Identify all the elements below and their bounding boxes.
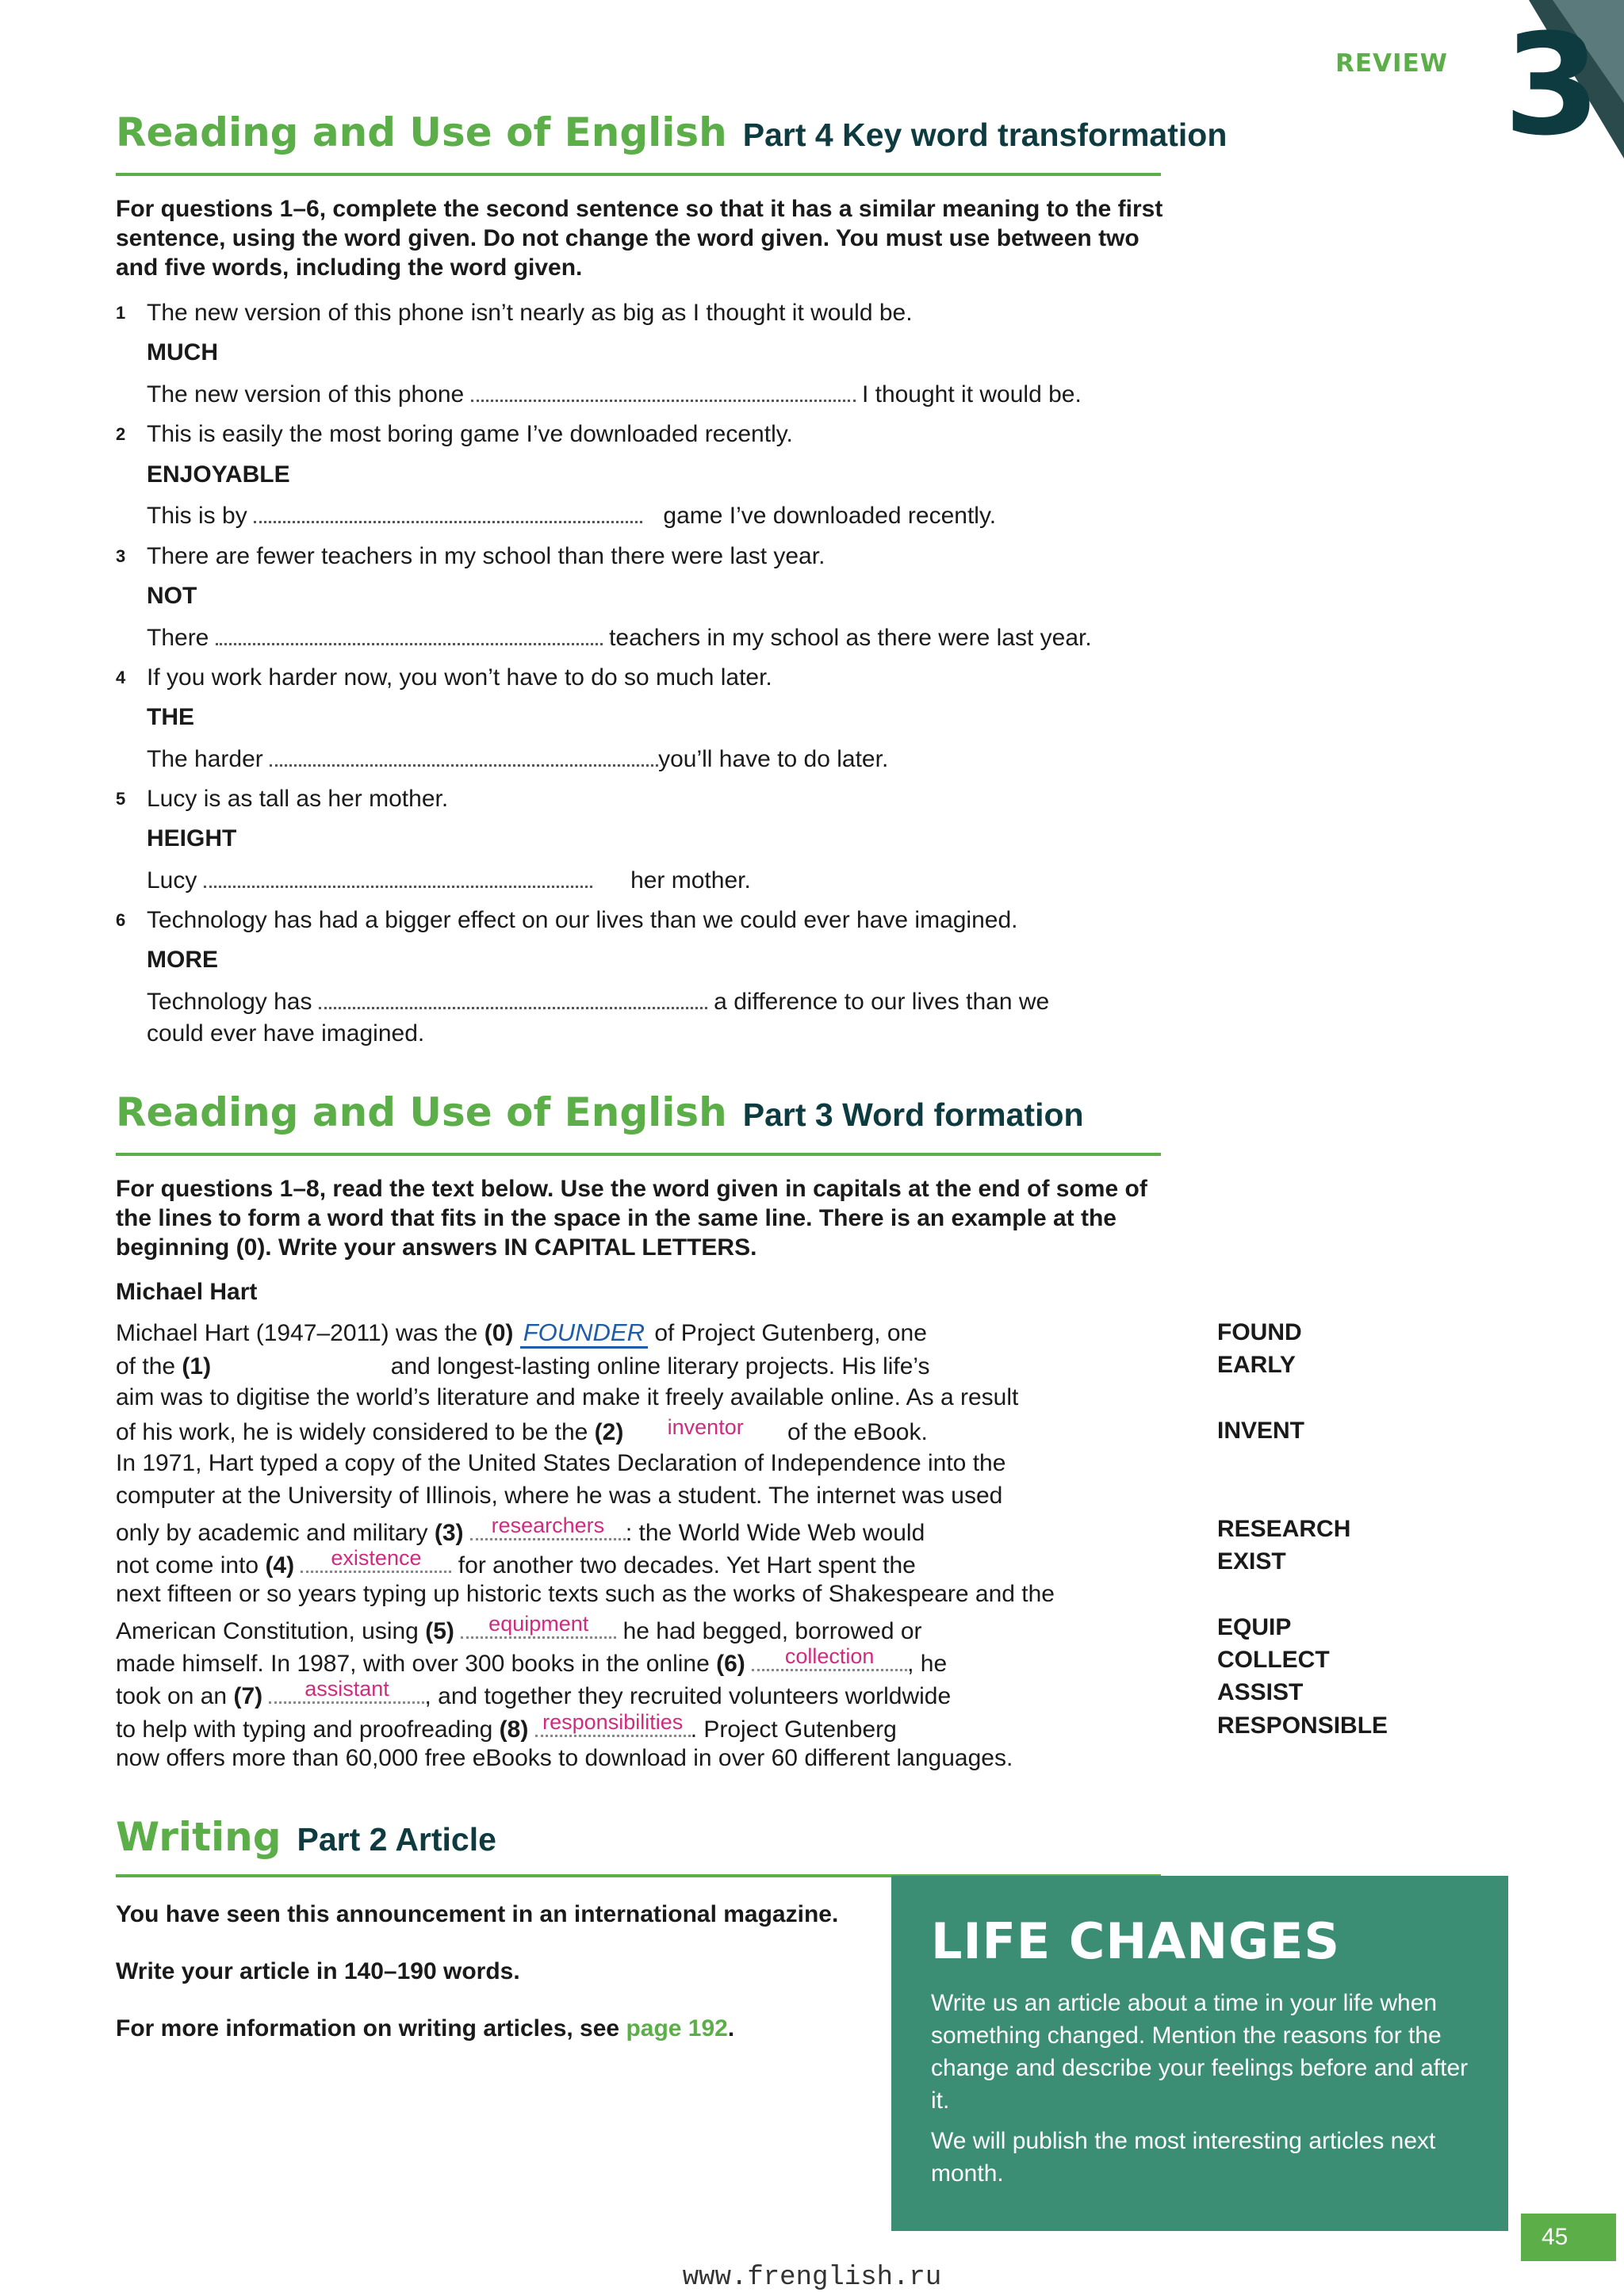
item-keyword: NOT (147, 583, 197, 609)
text: . (727, 2015, 735, 2042)
answer-blank[interactable] (204, 865, 592, 888)
item-answer-line (147, 622, 1092, 652)
capital-word: EQUIP (1217, 1614, 1292, 1640)
text: took on an (116, 1683, 234, 1709)
answer-gap-5[interactable] (461, 1613, 616, 1639)
answer-text: existence (331, 1546, 422, 1570)
item-end-continued: could ever have imagined. (147, 1020, 425, 1047)
text: he had begged, borrowed or (622, 1618, 922, 1644)
item-keyword: ENJOYABLE (147, 461, 290, 488)
text: of the (116, 1353, 182, 1380)
item-end: a difference to our lives than we (714, 989, 1050, 1015)
capital-word: RESPONSIBLE (1217, 1712, 1388, 1739)
part3-title-main: Reading and Use of English (116, 1089, 727, 1135)
item-answer-line (147, 500, 996, 530)
item-end: I thought it would be. (861, 381, 1082, 408)
answer-blank[interactable] (254, 500, 642, 523)
gap-number: (7) (233, 1683, 263, 1709)
part3-title (116, 1089, 1161, 1156)
part3-instructions: For questions 1–8, read the text below. Use the word given in capitals at the end of some of the lines to form a word that fits in the space in the same line. There is an example at the beginning (0). Write your answers IN CAPITAL LETTERS. (116, 1176, 1147, 1261)
item-start: There (147, 625, 209, 651)
passage-line (116, 1350, 930, 1381)
announcement-body (931, 1987, 1486, 2198)
passage-line (116, 1678, 951, 1711)
answer-blank[interactable] (216, 622, 603, 645)
gap-number: (6) (716, 1651, 745, 1677)
answer-gap-7[interactable] (269, 1678, 424, 1704)
item-keyword: HEIGHT (147, 825, 237, 851)
page-number: 45 (1521, 2214, 1616, 2261)
answer-gap-1[interactable] (217, 1350, 384, 1374)
footer-url: www.frenglish.ru (682, 2263, 942, 2293)
answer-text: researchers (491, 1513, 605, 1537)
answer-gap-6[interactable] (752, 1645, 907, 1671)
text: Michael Hart (1947–2011) was the (116, 1320, 485, 1346)
item-number: 1 (116, 303, 126, 323)
answer-blank[interactable] (319, 986, 707, 1009)
writing-instruction: Write your article in 140–190 words. (116, 1958, 520, 1984)
capital-word: EARLY (1217, 1352, 1296, 1378)
passage-line: computer at the University of Illinois, where he was a student. The internet was used (116, 1483, 1003, 1509)
answer-blank[interactable] (471, 379, 856, 402)
item-sentence: The new version of this phone isn’t nearly as big as I thought it would be. (147, 300, 913, 326)
text: , he (907, 1651, 948, 1677)
answer-text: collection (784, 1644, 875, 1668)
passage-line (116, 1514, 925, 1548)
gap-number: (0) (484, 1320, 514, 1346)
part4-title-sub: Part 4 Key word transformation (742, 117, 1228, 153)
text: to help with typing and proofreading (116, 1716, 500, 1743)
passage-line (116, 1711, 897, 1744)
item-sentence: If you work harder now, you won’t have to do so much later. (147, 664, 772, 691)
writing-title-sub: Part 2 Article (297, 1821, 496, 1858)
item-start: The harder (147, 746, 263, 772)
text: . Project Gutenberg (690, 1716, 897, 1743)
text: for another two decades. Yet Hart spent the (458, 1552, 916, 1578)
passage-line (116, 1613, 922, 1646)
item-sentence: There are fewer teachers in my school than there were last year. (147, 543, 825, 569)
answer-blank[interactable] (270, 744, 658, 767)
answer-text: equipment (488, 1612, 589, 1636)
page-link[interactable]: page 192 (626, 2015, 728, 2042)
item-start: Technology has (147, 989, 312, 1015)
passage-line (116, 1318, 927, 1348)
writing-instruction: You have seen this announcement in an international magazine. (116, 1901, 839, 1927)
example-answer: FOUNDER (520, 1318, 648, 1349)
item-end: her mother. (630, 867, 751, 894)
answer-text: responsibilities (542, 1710, 684, 1734)
part4-title (116, 109, 1228, 176)
writing-instruction (116, 2014, 734, 2043)
answer-gap-4[interactable] (301, 1547, 451, 1573)
announcement-paragraph: We will publish the most interesting articles next month. (931, 2128, 1436, 2187)
unit-number: 3 (1503, 4, 1601, 166)
passage-line (116, 1645, 947, 1678)
item-keyword: MORE (147, 947, 218, 973)
passage-line: now offers more than 60,000 free eBooks to download in over 60 different languages. (116, 1745, 1013, 1771)
announcement-title: LIFE CHANGES (931, 1912, 1341, 1970)
item-sentence: Technology has had a bigger effect on our lives than we could ever have imagined. (147, 907, 1018, 933)
text: of the eBook. (787, 1419, 928, 1445)
writing-title-main: Writing (116, 1814, 282, 1860)
capital-word: ASSIST (1217, 1679, 1304, 1705)
item-keyword: THE (147, 704, 194, 730)
gap-number: (1) (182, 1353, 212, 1380)
text: not come into (116, 1552, 266, 1578)
item-answer-line (147, 986, 1049, 1016)
text: American Constitution, using (116, 1618, 426, 1644)
item-answer-line (147, 744, 888, 774)
capital-word: EXIST (1217, 1548, 1286, 1575)
gap-number: (5) (425, 1618, 454, 1644)
item-start: The new version of this phone (147, 381, 465, 408)
answer-text: inventor (667, 1415, 744, 1439)
passage-line (116, 1416, 928, 1447)
item-number: 2 (116, 424, 126, 444)
text: and longest-lasting online literary projects. His life’s (390, 1353, 930, 1380)
text: of his work, he is widely considered to be the (116, 1419, 595, 1445)
item-start: This is by (147, 503, 247, 529)
capital-word: INVENT (1217, 1418, 1305, 1444)
answer-text: assistant (304, 1677, 389, 1701)
gap-number: (2) (594, 1419, 624, 1445)
capital-word: COLLECT (1217, 1647, 1330, 1673)
item-end: you’ll have to do later. (658, 746, 889, 772)
answer-gap-2[interactable] (630, 1416, 781, 1440)
part4-title-main: Reading and Use of English (116, 109, 727, 155)
item-answer-line (147, 379, 1082, 409)
gap-number: (3) (434, 1520, 464, 1546)
item-keyword: MUCH (147, 339, 218, 365)
item-sentence: This is easily the most boring game I’ve downloaded recently. (147, 421, 793, 447)
text: , and together they recruited volunteers worldwide (424, 1683, 952, 1709)
text: For more information on writing articles, see (116, 2015, 626, 2042)
capital-word: FOUND (1217, 1319, 1302, 1345)
gap-number: (8) (499, 1716, 529, 1743)
item-number: 5 (116, 789, 126, 809)
answer-gap-8[interactable] (535, 1711, 691, 1737)
text: of Project Gutenberg, one (654, 1320, 927, 1346)
part4-instructions: For questions 1–6, complete the second sentence so that it has a similar meaning to the first sentence, using the word given. Do not change the word given. You must use between two and five words, including the word given. (116, 196, 1163, 281)
item-number: 3 (116, 546, 126, 566)
passage-line: aim was to digitise the world’s literature and make it freely available online. As a result (116, 1384, 1019, 1410)
item-number: 6 (116, 910, 126, 930)
text: made himself. In 1987, with over 300 books in the online (116, 1651, 717, 1677)
item-sentence: Lucy is as tall as her mother. (147, 786, 449, 812)
review-label: REVIEW (1335, 49, 1448, 78)
passage-line: In 1971, Hart typed a copy of the United States Declaration of Independence into the (116, 1450, 1006, 1476)
passage-title: Michael Hart (116, 1279, 258, 1305)
announcement-paragraph: Write us an article about a time in your life when something changed. Mention the reasons for the change and describe your feelings before and after it. (931, 1990, 1469, 2114)
part3-title-sub: Part 3 Word formation (742, 1096, 1084, 1133)
writing-title (116, 1814, 1161, 1877)
item-end: teachers in my school as there were last year. (609, 625, 1092, 651)
gap-number: (4) (265, 1552, 295, 1578)
passage-line (116, 1547, 916, 1580)
item-number: 4 (116, 668, 126, 687)
item-start: Lucy (147, 867, 197, 894)
text: only by academic and military (116, 1520, 435, 1546)
passage-line: next fifteen or so years typing up historic texts such as the works of Shakespeare and the (116, 1581, 1055, 1607)
item-answer-line (147, 865, 751, 895)
text: : the World Wide Web would (625, 1520, 925, 1546)
answer-gap-3[interactable] (470, 1514, 626, 1540)
item-end: game I’ve downloaded recently. (663, 503, 997, 529)
announcement-box (891, 1876, 1508, 2231)
capital-word: RESEARCH (1217, 1516, 1351, 1542)
